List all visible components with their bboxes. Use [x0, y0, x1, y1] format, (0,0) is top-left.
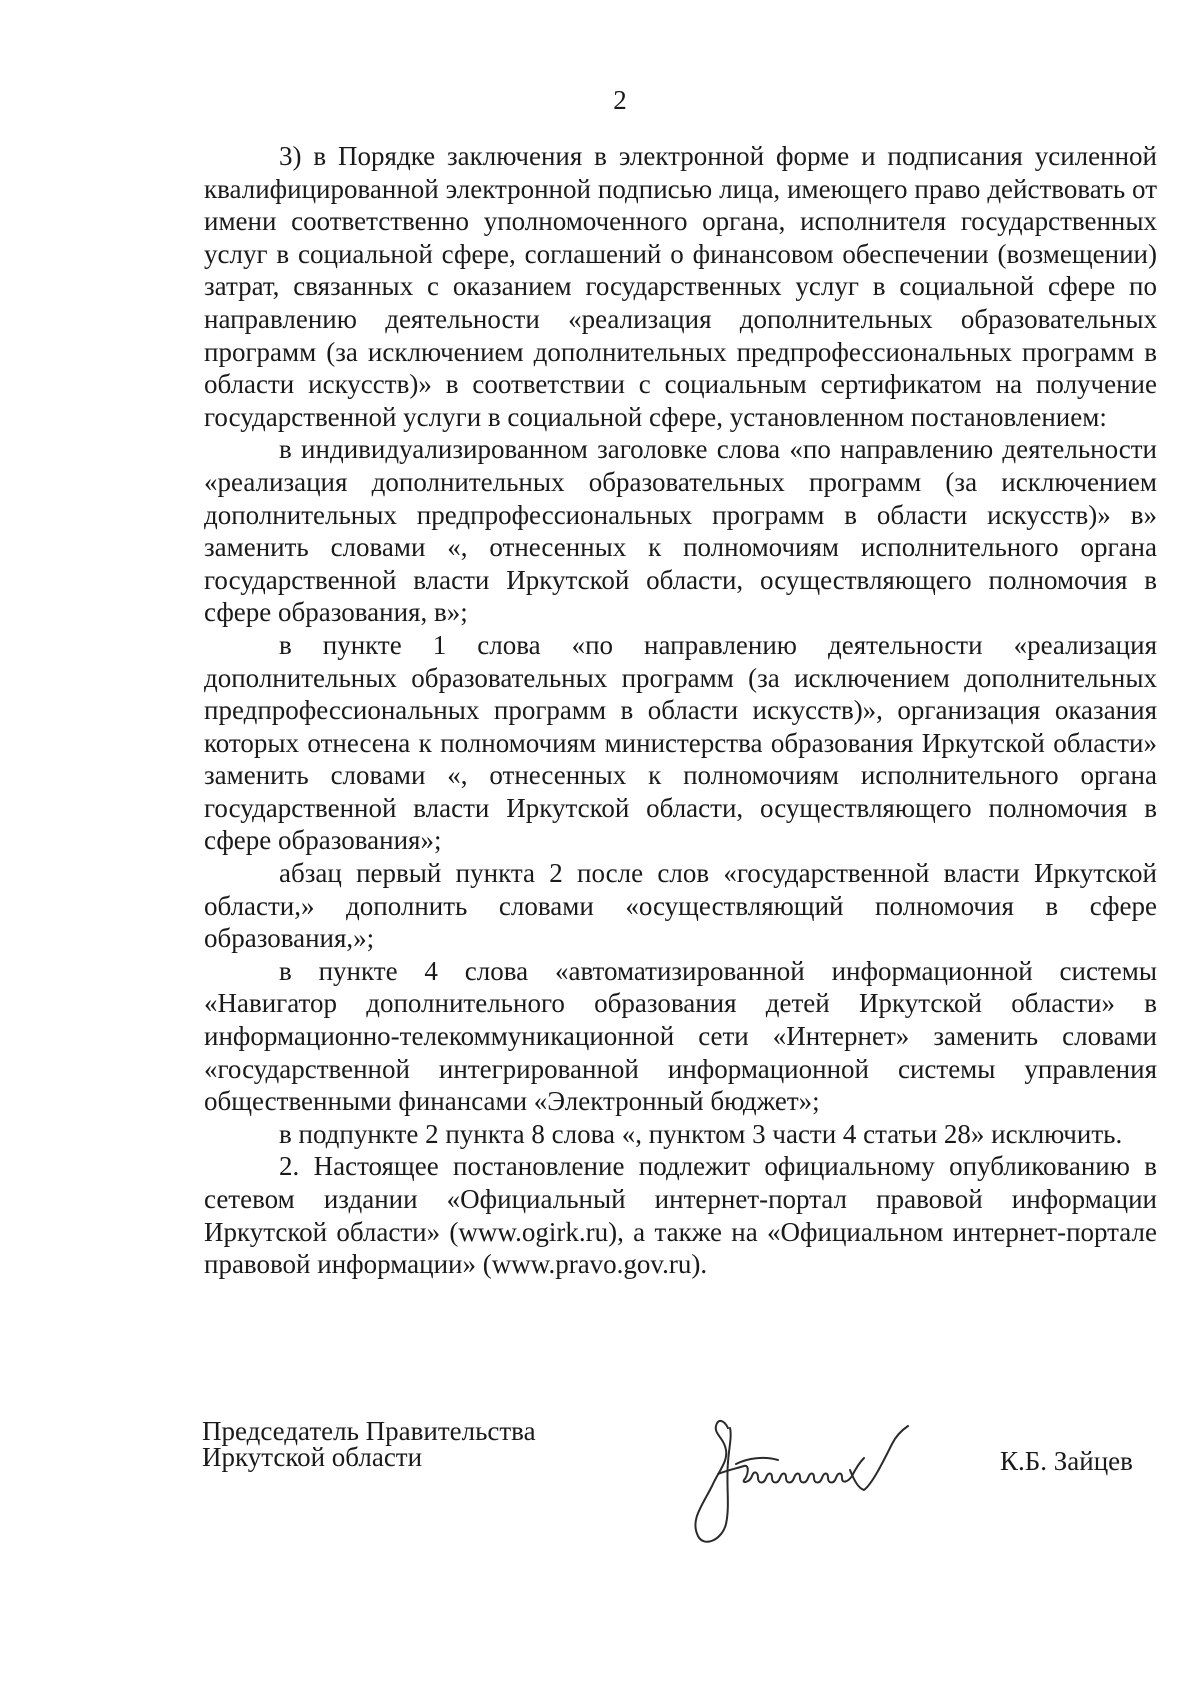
- paragraph: 3) в Порядке заключения в электронной форме и подписания усиленной квалифицированной электронной подписью лица, имеющего право действовать от имени соответственно уполномоченного органа, исполнителя государственных услуг в социальной сфере, соглашений о финансовом обеспечении (возмещении) затрат, связанных с оказанием государственных услуг в социальной сфере по направлению деятельности «реализация дополнительных образовательных программ (за исключением дополнительных предпрофессиональных программ в области искусств)» в соответствии с социальным сертификатом на получение государственной услуги в социальной сфере, установленном постановлением:: [204, 141, 1157, 432]
- paragraph: в пункте 4 слова «автоматизированной информационной системы «Навигатор дополнительного образования детей Иркутской области» в информационно-телекоммуникационной сети «Интернет» заменить словами «государственной интегрированной информационной системы управления общественными финансами «Электронный бюджет»;: [204, 955, 1157, 1117]
- signatory-position: [202, 1418, 536, 1470]
- handwritten-signature: [688, 1400, 958, 1550]
- document-body: [204, 140, 1157, 1281]
- paragraph: в подпункте 2 пункта 8 слова «, пунктом 3 части 4 статьи 28» исключить.: [279, 1118, 1123, 1149]
- paragraph: в пункте 1 слова «по направлению деятельности «реализация дополнительных образовательных программ (за исключением дополнительных предпрофессиональных программ в области искусств)», организация оказания которых отнесена к полномочиям министерства образования Иркутской области» заменить словами «, отнесенных к полномочиям исполнительного органа государственной власти Иркутской области, осуществляющего полномочия в сфере образования»;: [204, 629, 1157, 856]
- paragraph: абзац первый пункта 2 после слов «государственной власти Иркутской области,» дополнить словами «осуществляющий полномочия в сфере образования,»;: [204, 858, 1157, 954]
- paragraph: в индивидуализированном заголовке слова «по направлению деятельности «реализация дополнительных образовательных программ (за исключением дополнительных предпрофессиональных программ в области искусств)» в» заменить словами «, отнесенных к полномочиям исполнительного органа государственной власти Иркутской области, осуществляющего полномочия в сфере образования, в»;: [204, 434, 1157, 628]
- position-region: Иркутской области: [202, 1442, 423, 1472]
- signer-name: К.Б. Зайцев: [1000, 1446, 1133, 1476]
- page-number: 2: [613, 85, 627, 115]
- paragraph: 2. Настоящее постановление подлежит официальному опубликованию в сетевом издании «Официальный интернет-портал правовой информации Иркутской области» (www.ogirk.ru), а также на «Официальном интернет-портале правовой информации» (www.pravo.gov.ru).: [204, 1151, 1157, 1280]
- position-title: Председатель Правительства: [202, 1416, 536, 1446]
